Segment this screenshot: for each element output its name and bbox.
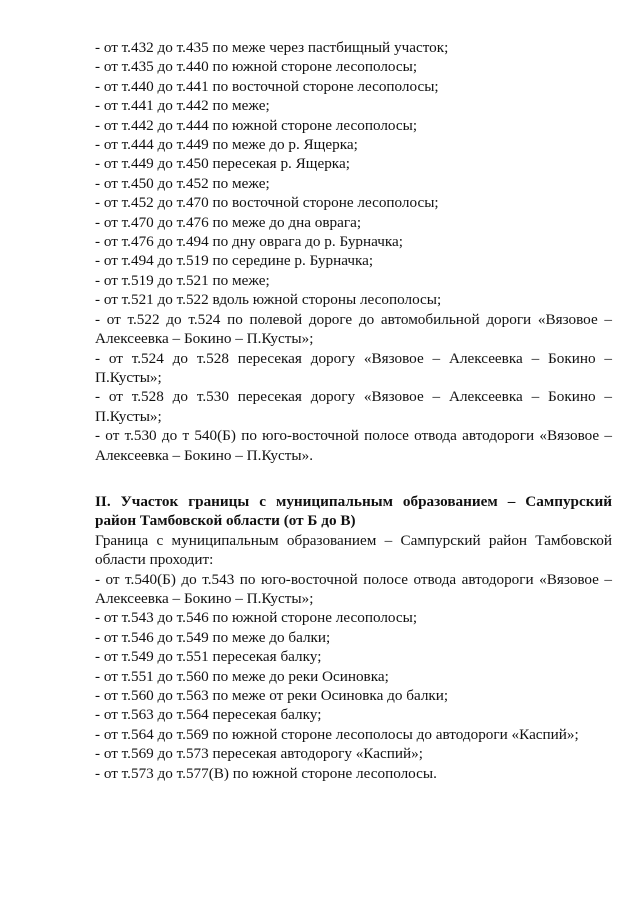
list-item-continuation: П.Кусты»; bbox=[95, 368, 162, 386]
boundary-list-section-1 bbox=[95, 38, 612, 465]
list-item: - от т.476 до т.494 по дну оврага до р. Бурначка; bbox=[95, 233, 404, 251]
list-item: - от т.546 до т.549 по меже до балки; bbox=[95, 628, 331, 646]
list-item: - от т.549 до т.551 пересекая балку; bbox=[95, 648, 322, 666]
boundary-list-section-2 bbox=[95, 492, 612, 783]
list-item: - от т.530 до т 540(Б) по юго-восточной полосе отвода автодороги «Вязовое – bbox=[95, 427, 612, 445]
list-item: - от т.528 до т.530 пересекая дорогу «Вязовое – Алексеевка – Бокино – bbox=[95, 388, 612, 406]
list-item: - от т.432 до т.435 по меже через пастбищный участок; bbox=[95, 39, 449, 56]
list-item-continuation: Алексеевка – Бокино – П.Кусты». bbox=[95, 446, 313, 464]
list-item: - от т.563 до т.564 пересекая балку; bbox=[95, 706, 322, 724]
list-item: - от т.452 до т.470 по восточной стороне лесополосы; bbox=[95, 194, 439, 212]
list-item-continuation: Алексеевка – Бокино – П.Кусты»; bbox=[95, 330, 314, 348]
list-item: - от т.470 до т.476 по меже до дна оврага; bbox=[95, 213, 362, 231]
section-heading-continuation: район Тамбовской области (от Б до В) bbox=[95, 512, 356, 530]
list-item: - от т.449 до т.450 пересекая р. Ящерка; bbox=[95, 155, 350, 173]
list-item: - от т.450 до т.452 по меже; bbox=[95, 174, 270, 192]
section-heading: II. Участок границы с муниципальным образованием – Сампурский bbox=[95, 493, 612, 510]
section-intro-continuation: области проходит: bbox=[95, 551, 214, 569]
list-item: - от т.494 до т.519 по середине р. Бурначка; bbox=[95, 252, 374, 270]
list-item: - от т.569 до т.573 пересекая автодорогу «Каспий»; bbox=[95, 745, 423, 763]
list-item: - от т.521 до т.522 вдоль южной стороны лесополосы; bbox=[95, 291, 442, 309]
list-item: - от т.573 до т.577(В) по южной стороне лесополосы. bbox=[95, 764, 437, 782]
list-item: - от т.442 до т.444 по южной стороне лесополосы; bbox=[95, 116, 418, 134]
list-item: - от т.519 до т.521 по меже; bbox=[95, 271, 270, 289]
list-item: - от т.564 до т.569 по южной стороне лесополосы до автодороги «Каспий»; bbox=[95, 725, 579, 743]
list-item: - от т.444 до т.449 по меже до р. Ящерка; bbox=[95, 136, 358, 154]
list-item: - от т.551 до т.560 по меже до реки Осиновка; bbox=[95, 667, 389, 685]
list-item: - от т.435 до т.440 по южной стороне лесополосы; bbox=[95, 58, 418, 76]
list-item: - от т.440 до т.441 по восточной стороне лесополосы; bbox=[95, 77, 439, 95]
list-item: - от т.522 до т.524 по полевой дороге до автомобильной дороги «Вязовое – bbox=[95, 310, 612, 328]
section-intro: Граница с муниципальным образованием – Сампурский район Тамбовской bbox=[95, 531, 612, 549]
list-item: - от т.441 до т.442 по меже; bbox=[95, 97, 270, 115]
list-item: - от т.540(Б) до т.543 по юго-восточной полосе отвода автодороги «Вязовое – bbox=[95, 570, 612, 588]
list-item-continuation: П.Кусты»; bbox=[95, 407, 162, 425]
list-item: - от т.524 до т.528 пересекая дорогу «Вязовое – Алексеевка – Бокино – bbox=[95, 349, 612, 367]
list-item: - от т.560 до т.563 по меже от реки Осиновка до балки; bbox=[95, 687, 449, 705]
list-item-continuation: Алексеевка – Бокино – П.Кусты»; bbox=[95, 590, 314, 608]
list-item: - от т.543 до т.546 по южной стороне лесополосы; bbox=[95, 609, 418, 627]
